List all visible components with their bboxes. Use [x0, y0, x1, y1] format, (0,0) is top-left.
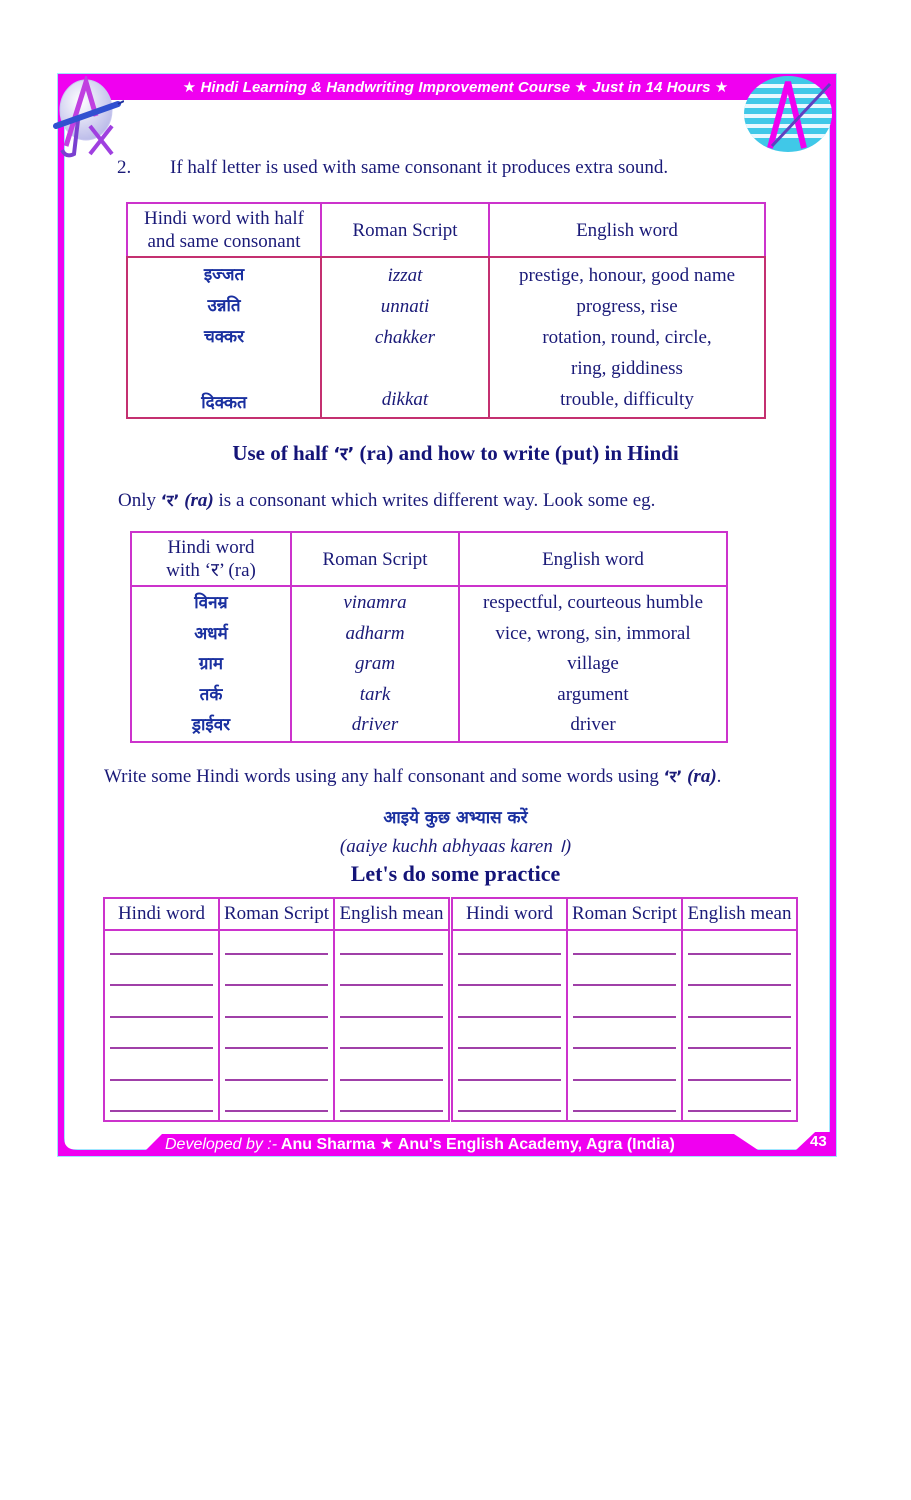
english-word: vice, wrong, sin, immoral	[495, 622, 691, 644]
english-word: rotation, round, circle,	[542, 327, 712, 348]
writing-blank[interactable]	[683, 963, 796, 995]
writing-blank[interactable]	[335, 1026, 448, 1058]
roman-word: tark	[359, 683, 391, 705]
academy-name: Anu's English Academy, Agra (India)	[393, 1136, 675, 1153]
writing-blank[interactable]	[683, 1026, 796, 1058]
writing-blank[interactable]	[568, 994, 681, 1026]
english-word: respectful, courteous humble	[482, 592, 703, 613]
hindi-word: विनम्र	[194, 593, 228, 613]
roman-word: vinamra	[343, 592, 407, 613]
writing-blank[interactable]	[568, 1026, 681, 1058]
practice-table-left	[103, 897, 450, 1122]
column-header-english: English word	[459, 532, 727, 586]
writing-blank[interactable]	[105, 1089, 218, 1121]
roman-word: gram	[354, 653, 396, 674]
writing-blank[interactable]	[568, 931, 681, 963]
table-header-row	[127, 203, 765, 257]
english-word: argument	[557, 683, 629, 705]
column-header-english: English word	[489, 203, 765, 257]
english-column	[459, 586, 727, 742]
hindi-word: चक्कर	[203, 327, 245, 347]
half-consonant-table	[126, 202, 766, 419]
writing-blank[interactable]	[453, 994, 566, 1026]
hindi-word: इज्जत	[203, 265, 245, 285]
writing-blank[interactable]	[220, 1026, 333, 1058]
writing-blank[interactable]	[453, 931, 566, 963]
table-header-row	[104, 898, 449, 930]
table-body	[131, 586, 727, 742]
writing-blank[interactable]	[220, 1057, 333, 1089]
column-header-roman: Roman Script	[567, 898, 682, 930]
practice-heading-hindi: आइये कुछ अभ्यास करें	[383, 808, 528, 828]
table-body	[127, 257, 765, 418]
english-word: progress, rise	[576, 296, 678, 317]
page-number: 43	[810, 1133, 827, 1150]
roman-word: unnati	[380, 296, 430, 317]
writing-blank[interactable]	[105, 931, 218, 963]
hindi-word: ड्राईवर	[191, 715, 231, 735]
roman-word: dikkat	[381, 389, 429, 410]
hindi-word: अधर्म	[194, 623, 228, 644]
writing-blank[interactable]	[453, 1026, 566, 1058]
writing-blank[interactable]	[568, 1089, 681, 1121]
writing-blank[interactable]	[335, 1089, 448, 1121]
hindi-column	[131, 586, 291, 742]
star-icon: ★	[379, 1136, 394, 1153]
hindi-word: ग्राम	[198, 654, 224, 674]
writing-blank[interactable]	[335, 1057, 448, 1089]
practice-heading-roman: (aaiye kuchh abhyaas karen ।)	[339, 836, 572, 857]
course-title: ★ Hindi Learning & Handwriting Improvement Course ★ Just in 14 Hours ★	[182, 79, 729, 96]
writing-blank[interactable]	[105, 994, 218, 1026]
writing-blank[interactable]	[453, 1089, 566, 1121]
table-header-row	[452, 898, 797, 930]
hindi-word: तर्क	[199, 684, 223, 705]
writing-blank[interactable]	[220, 931, 333, 963]
footer-credits	[165, 1134, 675, 1154]
column-header-hindi: Hindi word with half and same consonant	[127, 203, 321, 257]
hindi-word: उन्नति	[207, 296, 241, 316]
english-word: ring, giddiness	[571, 358, 683, 379]
writing-blank[interactable]	[220, 963, 333, 995]
column-header-roman: Roman Script	[321, 203, 489, 257]
english-word: driver	[570, 714, 616, 735]
section-heading: Use of half ‘र’ (ra) and how to write (put) in Hindi	[232, 441, 679, 465]
column-header-english: English mean	[334, 898, 449, 930]
writing-blank[interactable]	[220, 1089, 333, 1121]
roman-column	[321, 257, 489, 418]
column-header-hindi: Hindi word with ‘र’ (ra)	[131, 532, 291, 586]
writing-blank[interactable]	[683, 931, 796, 963]
writing-blank[interactable]	[335, 963, 448, 995]
developed-by-label: Developed by :-	[165, 1136, 278, 1153]
writing-blank[interactable]	[453, 963, 566, 995]
writing-blank[interactable]	[568, 963, 681, 995]
half-ra-table	[130, 531, 728, 743]
writing-blank[interactable]	[683, 1057, 796, 1089]
english-word: village	[567, 653, 619, 674]
roman-word: izzat	[387, 265, 423, 286]
hindi-word: दिक्कत	[201, 393, 247, 413]
writing-blank[interactable]	[568, 1057, 681, 1089]
column-header-hindi: Hindi word	[452, 898, 567, 930]
writing-blank[interactable]	[683, 994, 796, 1026]
academy-logo-right	[742, 74, 838, 154]
writing-blank[interactable]	[220, 994, 333, 1026]
point-number: 2.	[117, 157, 132, 178]
writing-blank[interactable]	[335, 994, 448, 1026]
english-word: trouble, difficulty	[560, 389, 694, 410]
hindi-column	[127, 257, 321, 418]
column-header-roman: Roman Script	[291, 532, 459, 586]
practice-table-right	[451, 897, 798, 1122]
writing-blank[interactable]	[335, 931, 448, 963]
writing-blank[interactable]	[683, 1089, 796, 1121]
writing-blank[interactable]	[105, 1057, 218, 1089]
column-header-english: English mean	[682, 898, 797, 930]
english-word: prestige, honour, good name	[518, 265, 736, 286]
exercise-instruction: Write some Hindi words using any half consonant and some words using ‘र’ (ra).	[104, 766, 722, 787]
section-intro: Only ‘र’ (ra) is a consonant which writes different way. Look some eg.	[118, 490, 656, 511]
roman-word: adharm	[345, 622, 405, 644]
roman-word: chakker	[374, 327, 436, 348]
roman-column	[291, 586, 459, 742]
practice-heading-english: Let's do some practice	[350, 861, 561, 886]
writing-blank[interactable]	[105, 1026, 218, 1058]
column-header-hindi: Hindi word	[104, 898, 219, 930]
point-text: If half letter is used with same consonant it produces extra sound.	[170, 157, 669, 178]
table-header-row	[131, 532, 727, 586]
roman-word: driver	[351, 714, 399, 735]
writing-blank[interactable]	[453, 1057, 566, 1089]
writing-blank[interactable]	[105, 963, 218, 995]
author-name: Anu Sharma	[277, 1136, 380, 1153]
english-column	[489, 257, 765, 418]
column-header-roman: Roman Script	[219, 898, 334, 930]
academy-logo-left	[52, 76, 124, 160]
